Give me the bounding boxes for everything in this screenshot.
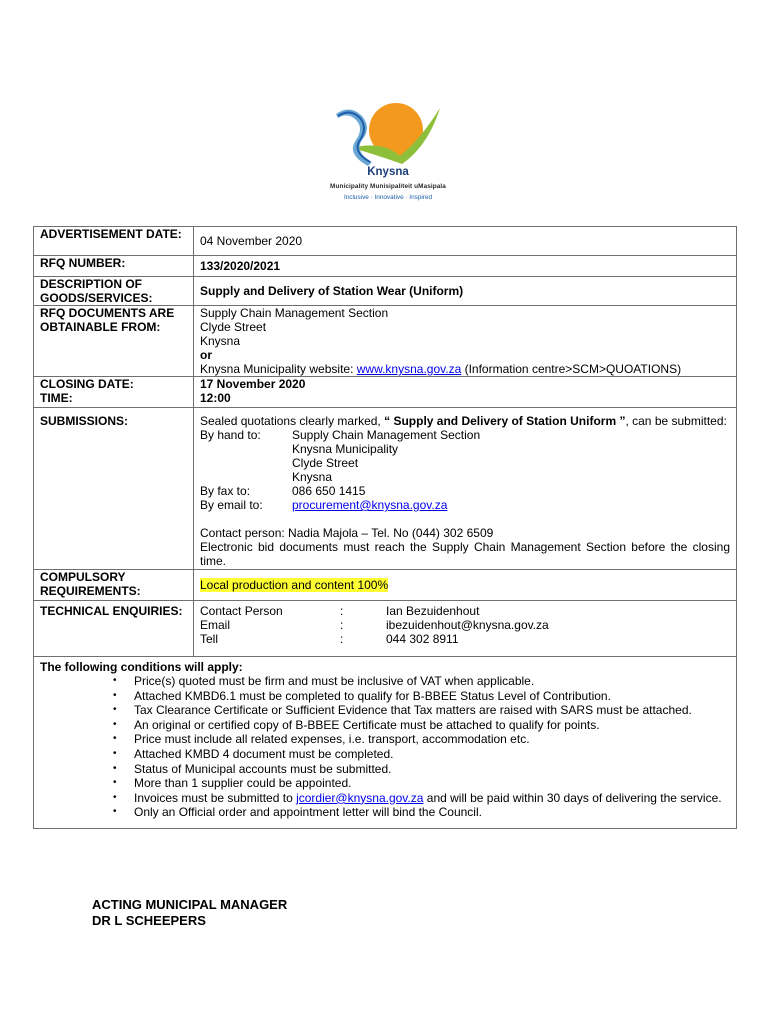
tech-value: 044 302 8911 bbox=[386, 632, 459, 646]
signature-block bbox=[92, 897, 287, 929]
obtainable-or: or bbox=[200, 348, 212, 362]
closing-date-value: 17 November 2020 bbox=[200, 377, 306, 391]
compulsory-value: Local production and content 100% bbox=[200, 578, 389, 592]
intro-suffix: , can be submitted: bbox=[625, 414, 727, 428]
tech-key: Email bbox=[200, 618, 231, 632]
by-email-label: By email to: bbox=[200, 498, 263, 512]
technical-tell-row bbox=[200, 632, 730, 646]
invoice-prefix: Invoices must be submitted to bbox=[134, 790, 297, 805]
address-line: Clyde Street bbox=[292, 456, 359, 470]
conditions-list bbox=[40, 674, 730, 820]
obtainable-line: Clyde Street bbox=[200, 320, 267, 334]
row-compulsory bbox=[34, 570, 737, 601]
by-hand-label: By hand to: bbox=[200, 428, 261, 442]
closing-time-label: TIME: bbox=[40, 391, 73, 405]
bullet-icon: • bbox=[113, 733, 117, 745]
compulsory-label: COMPULSORY REQUIREMENTS: bbox=[34, 570, 194, 601]
row-obtainable bbox=[34, 306, 737, 377]
knysna-logo bbox=[318, 100, 458, 208]
invoice-email-link[interactable]: jcordier@knysna.gov.za bbox=[296, 790, 424, 805]
advertisement-date-value: 04 November 2020 bbox=[194, 227, 737, 256]
tech-key: Tell bbox=[200, 632, 219, 646]
condition-text: Attached KMBD6.1 must be completed to qualify for B-BBEE Status Level of Contribution. bbox=[134, 688, 611, 703]
submissions-intro bbox=[200, 414, 730, 428]
obtainable-line: Supply Chain Management Section bbox=[200, 306, 389, 320]
condition-item bbox=[113, 761, 730, 777]
address-line: Knysna bbox=[292, 470, 333, 484]
signature-name: DR L SCHEEPERS bbox=[92, 913, 206, 928]
compulsory-value-cell bbox=[194, 570, 737, 601]
condition-text: Price must include all related expenses, i.e. transport, accommodation etc. bbox=[134, 732, 530, 747]
condition-text: Attached KMBD 4 document must be completed. bbox=[134, 746, 394, 761]
invoice-suffix: and will be paid within 30 days of delivering the service. bbox=[423, 790, 722, 805]
description-value: Supply and Delivery of Station Wear (Uniform) bbox=[194, 277, 737, 306]
description-label: DESCRIPTION OF GOODS/SERVICES: bbox=[34, 277, 194, 306]
bullet-icon: • bbox=[113, 791, 117, 803]
intro-bold: “ Supply and Delivery of Station Uniform ” bbox=[384, 414, 626, 428]
condition-text: More than 1 supplier could be appointed. bbox=[134, 776, 352, 791]
condition-item bbox=[113, 717, 730, 733]
bullet-icon: • bbox=[113, 704, 117, 716]
website-prefix: Knysna Municipality website: bbox=[200, 362, 357, 376]
condition-item bbox=[113, 805, 730, 820]
tech-value: ibezuidenhout@knysna.gov.za bbox=[386, 618, 549, 632]
bullet-icon: • bbox=[113, 718, 117, 730]
tech-value: Ian Bezuidenhout bbox=[386, 604, 480, 618]
tech-key: Contact Person bbox=[200, 604, 283, 618]
technical-email-row bbox=[200, 618, 730, 632]
row-closing bbox=[34, 377, 737, 408]
advertisement-date-label: ADVERTISEMENT DATE: bbox=[34, 227, 194, 256]
logo-name: Knysna bbox=[367, 166, 409, 178]
closing-label bbox=[34, 377, 194, 408]
condition-item bbox=[113, 688, 730, 704]
by-email-row bbox=[200, 498, 730, 512]
obtainable-label: RFQ DOCUMENTS ARE OBTAINABLE FROM: bbox=[34, 306, 194, 377]
conditions-cell bbox=[34, 657, 737, 829]
signature-title: ACTING MUNICIPAL MANAGER bbox=[92, 897, 288, 912]
technical-label: TECHNICAL ENQUIRIES: bbox=[34, 601, 194, 657]
bullet-icon: • bbox=[113, 747, 117, 759]
website-suffix: (Information centre>SCM>QUOATIONS) bbox=[461, 362, 682, 376]
condition-text: An original or certified copy of B-BBEE Certificate must be attached to qualify for points. bbox=[134, 717, 600, 732]
closing-value bbox=[194, 377, 737, 408]
row-rfq-number bbox=[34, 256, 737, 277]
obtainable-website bbox=[200, 362, 730, 376]
by-fax-row bbox=[200, 484, 730, 498]
bullet-icon: • bbox=[113, 675, 117, 686]
condition-text: Tax Clearance Certificate or Sufficient Evidence that Tax matters are raised with SARS must be attached. bbox=[134, 703, 692, 718]
condition-item bbox=[113, 703, 730, 718]
tech-sep: : bbox=[340, 604, 344, 618]
obtainable-line: Knysna bbox=[200, 334, 241, 348]
condition-text: Only an Official order and appointment letter will bind the Council. bbox=[134, 805, 482, 820]
bullet-icon: • bbox=[113, 806, 117, 818]
logo-tagline: Inclusive · Innovative · Inspired bbox=[343, 194, 433, 201]
obtainable-value bbox=[194, 306, 737, 377]
contact-person-text: Contact person: Nadia Majola – Tel. No (044) 302 6509 bbox=[200, 526, 494, 540]
electronic-bid-text: Electronic bid documents must reach the Supply Chain Management Section before the closing time. bbox=[200, 540, 730, 568]
knysna-emblem-icon bbox=[332, 100, 444, 168]
condition-item bbox=[113, 746, 730, 762]
closing-time-value: 12:00 bbox=[200, 391, 231, 405]
submissions-label: SUBMISSIONS: bbox=[34, 408, 194, 570]
tech-sep: : bbox=[340, 618, 344, 632]
technical-contact-row bbox=[200, 604, 730, 618]
row-description bbox=[34, 277, 737, 306]
procurement-email-link[interactable]: procurement@knysna.gov.za bbox=[292, 498, 448, 512]
row-submissions bbox=[34, 408, 737, 570]
technical-value bbox=[194, 601, 737, 657]
by-fax-label: By fax to: bbox=[200, 484, 251, 498]
by-hand-row bbox=[200, 428, 730, 484]
row-technical bbox=[34, 601, 737, 657]
address-line: Knysna Municipality bbox=[292, 442, 399, 456]
rfq-details-table bbox=[33, 226, 737, 829]
tech-sep: : bbox=[340, 632, 344, 646]
intro-prefix: Sealed quotations clearly marked, bbox=[200, 414, 385, 428]
closing-date-label: CLOSING DATE: bbox=[40, 377, 134, 391]
condition-item-invoice bbox=[113, 790, 730, 806]
rfq-number-label: RFQ NUMBER: bbox=[34, 256, 194, 277]
submissions-value bbox=[194, 408, 737, 570]
condition-item bbox=[113, 776, 730, 791]
website-link[interactable]: www.knysna.gov.za bbox=[356, 362, 462, 376]
bullet-icon: • bbox=[113, 689, 117, 701]
bullet-icon: • bbox=[113, 762, 117, 774]
conditions-heading: The following conditions will apply: bbox=[40, 660, 243, 674]
row-advertisement-date bbox=[34, 227, 737, 256]
logo-subtitle: Municipality Munisipaliteit uMasipala bbox=[330, 183, 446, 190]
bullet-icon: • bbox=[113, 777, 117, 789]
row-conditions bbox=[34, 657, 737, 829]
condition-text: Status of Municipal accounts must be submitted. bbox=[134, 761, 392, 776]
by-hand-address bbox=[292, 428, 480, 484]
condition-item bbox=[113, 674, 730, 689]
address-line: Supply Chain Management Section bbox=[292, 428, 481, 442]
condition-item bbox=[113, 732, 730, 747]
condition-text: Price(s) quoted must be firm and must be inclusive of VAT when applicable. bbox=[134, 674, 535, 688]
by-fax-value: 086 650 1415 bbox=[292, 484, 366, 498]
rfq-number-value: 133/2020/2021 bbox=[194, 256, 737, 277]
